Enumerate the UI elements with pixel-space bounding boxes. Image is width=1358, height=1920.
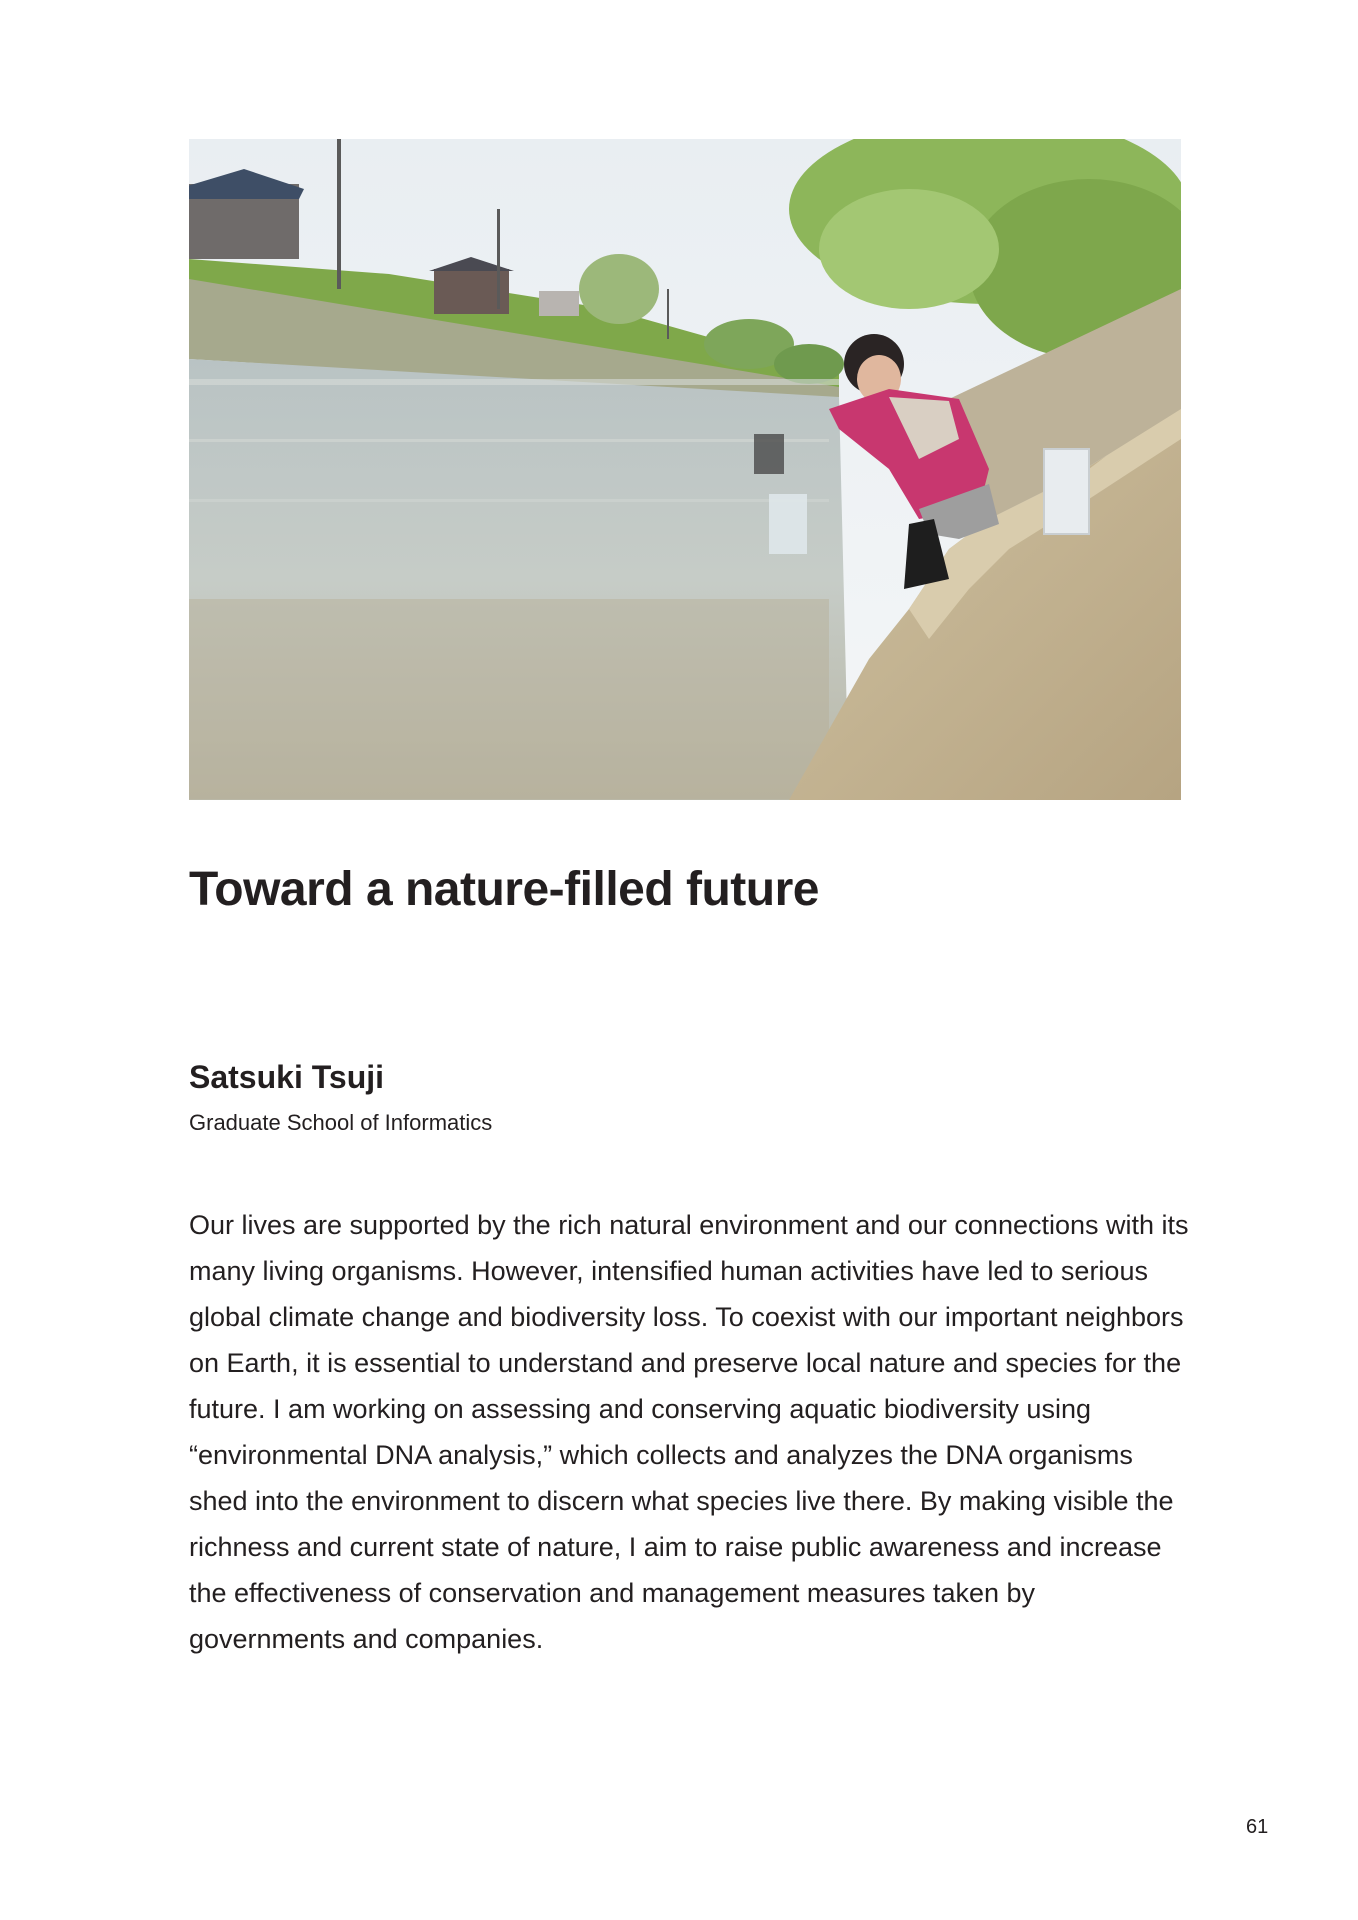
page-number: 61 (1246, 1816, 1269, 1838)
author-name: Satsuki Tsuji (189, 1059, 385, 1095)
article-photo (189, 139, 1181, 800)
article-body: Our lives are supported by the rich natural environment and our connections with its many living organisms. However, intensified human activities have led to serious global climate change and biodiversity loss. To coexist with our important neighbors on Earth, it is essential to understand and preserve local nature and species for the future. I am working on assessing and conserving aquatic biodiversity using “environmental DNA analysis,” which collects and analyzes the DNA organisms shed into the environment to discern what species live there. By making visible the richness and current state of nature, I aim to raise public awareness and increase the effectiveness of conservation and management measures taken by governments and companies. (189, 1210, 1189, 1654)
photo-river-sampling (189, 139, 1181, 800)
page-title: Toward a nature-filled future (189, 863, 819, 916)
author-affiliation: Graduate School of Informatics (189, 1110, 493, 1135)
